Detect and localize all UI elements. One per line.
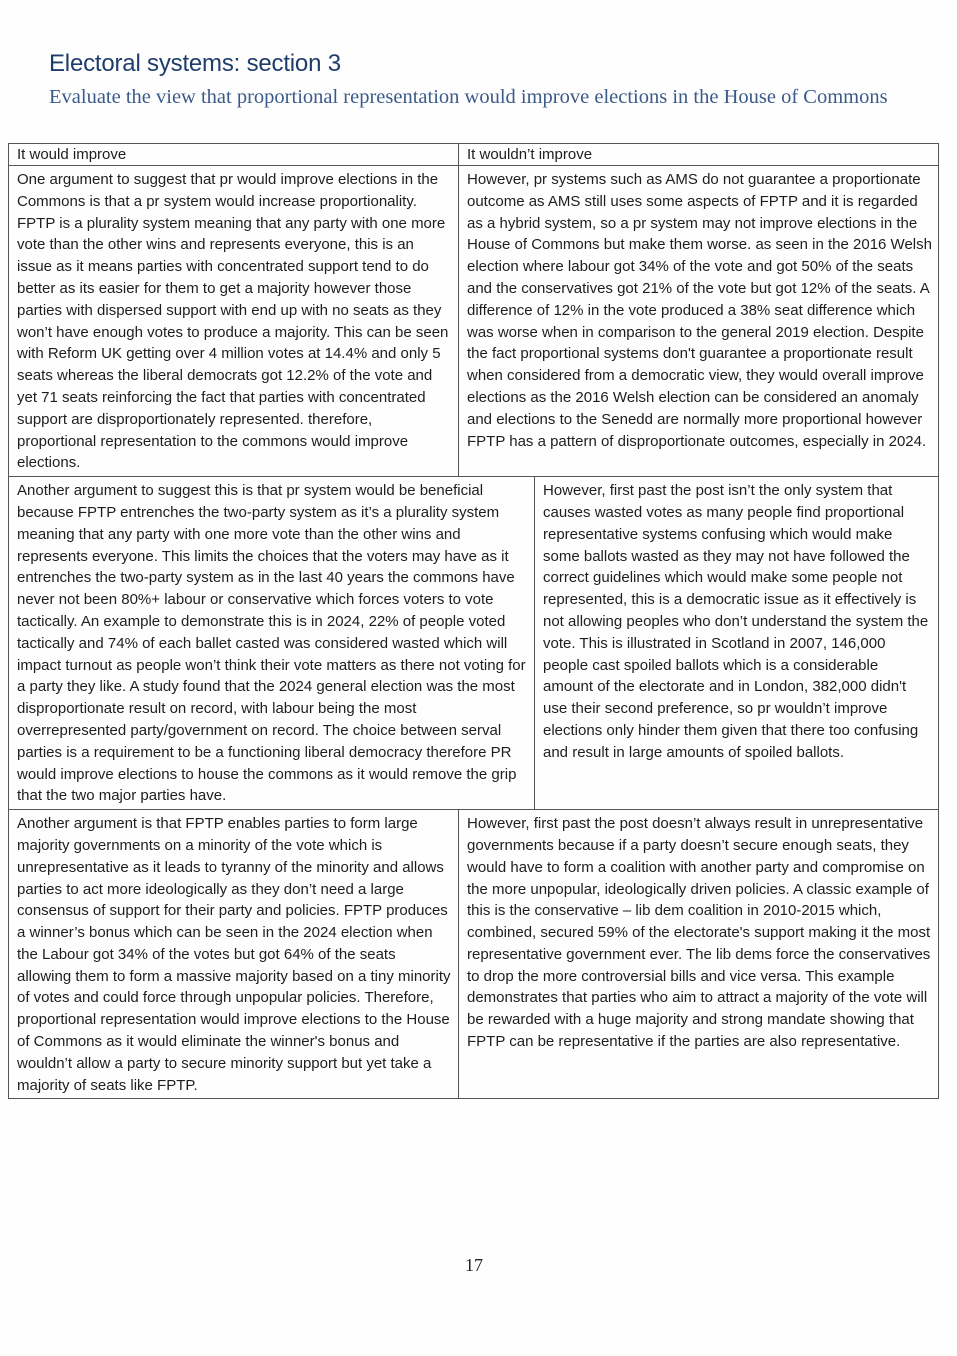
argument-against-2: However, first past the post isn’t the only system that causes wasted votes as many people find proportional representative systems confusing which would make some ballots wasted as they may not have followed the correct guidelines which would make some people not represented, this is a democratic issue as it effectively is not allowing peoples who don’t understand the system the vote. This is illustrated in Scotland in 2007, 146,000 people cast spoiled ballots which is a considerable amount of the electorate and in London, 382,000 didn't use their second preference, so pr wouldn’t improve elections only hinder them given that there too confusing and result in large amounts of spoiled ballots. [543, 482, 929, 761]
column-header-against: It wouldn’t improve [467, 146, 593, 163]
evaluation-table [8, 143, 939, 1099]
header-cell-against [459, 144, 938, 165]
cell-for [9, 477, 535, 809]
essay-question: Evaluate the view that proportional representation would improve elections in the House of Commons [49, 86, 888, 108]
cell-for [9, 166, 459, 476]
document-title: Electoral systems: section 3 [49, 50, 341, 77]
table-header-row [8, 143, 939, 166]
argument-against-3: However, first past the post doesn’t always result in unrepresentative governments because if a party doesn’t secure enough seats, they would have to form a coalition with another party and compromise on the more unpopular, ideologically driven policies. A classic example of this is the conservative – lib dem coalition in 2010-2015 which, combined, secured 59% of the electorate's support making it the most representative government ever. The lib dems force the conservatives to drop the more controversial bills and vice versa. This example demonstrates that parties who aim to attract a majority of the vote will be rewarded with a huge majority and strong mandate showing that FPTP can be representative if the parties are also representative. [467, 815, 931, 1051]
cell-against [459, 810, 938, 1098]
table-row [8, 166, 939, 477]
argument-for-1: One argument to suggest that pr would improve elections in the Commons is that a pr system would increase proportionality. FPTP is a plurality system meaning that any party with one more vote than the other wins and represents everyone, this is an issue as it means parties with concentrated support tend to do better as its easier for them to get a majority however those parties with dispersed support with end up with no seats as they won’t have enough votes to produce a majority. This can be seen with Reform UK getting over 4 million votes at 14.4% and only 5 seats whereas the liberal democrats got 12.2% of the vote and yet 71 seats reinforcing the fact that parties with concentrated support are disproportionately represented. therefore, proportional representation to the commons would improve elections. [17, 171, 449, 472]
table-row [8, 477, 939, 810]
header-cell-for [9, 144, 459, 165]
page-number: 17 [465, 1255, 483, 1275]
table-row [8, 810, 939, 1099]
cell-against [459, 166, 938, 476]
argument-against-1: However, pr systems such as AMS do not guarantee a proportionate outcome as AMS still uses some aspects of FPTP and it is regarded as a hybrid system, so a pr system may not improve elections in the House of Commons but make them worse. as seen in the 2016 Welsh election where labour got 34% of the vote and got 50% of the seats and the conservatives got 21% of the vote but got 12% of the seats. A difference of 12% in the vote produced a 38% seat difference which was worse when in comparison to the general 2019 election. Despite the fact proportional systems don't guarantee a proportionate result when considered from a democratic view, they would overall improve elections as the 2016 Welsh election can be considered an anomaly and elections to the Senedd are normally more proportional however FPTP has a pattern of disproportionate outcomes, especially in 2024. [467, 171, 932, 450]
argument-for-2: Another argument to suggest this is that pr system would be beneficial because FPTP entrenches the two-party system as it’s a plurality system meaning that any party with one more vote than the other wins and represents everyone. This limits the choices that the voters may have as it entrenches the two-party system as in the last 40 years the commons have never not been 80%+ labour or conservative which forces voters to vote tactically. An example to demonstrate this is in 2024, 22% of people voted tactically and 74% of each ballet casted was considered wasted which will impact turnout as people won’t think their vote matters as there not voting for a party they like. A study found that the 2024 general election was the most disproportionate result on record, with labour being the most overrepresented party/government on record. The choice between serval parties is a requirement to be a functioning liberal democracy therefore PR would improve elections to house the commons as it would remove the grip that the two major parties have. [17, 482, 526, 805]
column-header-for: It would improve [17, 146, 127, 163]
cell-against [535, 477, 938, 809]
cell-for [9, 810, 459, 1098]
argument-for-3: Another argument is that FPTP enables parties to form large majority governments on a minority of the vote which is unrepresentative as it leads to tyranny of the minority and allows parties to act more ideologically as they don’t need a large consensus of support for their party and policies. FPTP produces a winner’s bonus which can be seen in the 2024 election when the Labour got 34% of the votes but got 64% of the seats allowing them to form a massive majority based on a tiny minority of votes and could force through unpopular policies. Therefore, proportional representation would improve elections to the House of Commons as it would eliminate the winner's bonus and wouldn’t allow a party to secure minority support but yet take a majority of seats like FPTP. [17, 815, 451, 1094]
